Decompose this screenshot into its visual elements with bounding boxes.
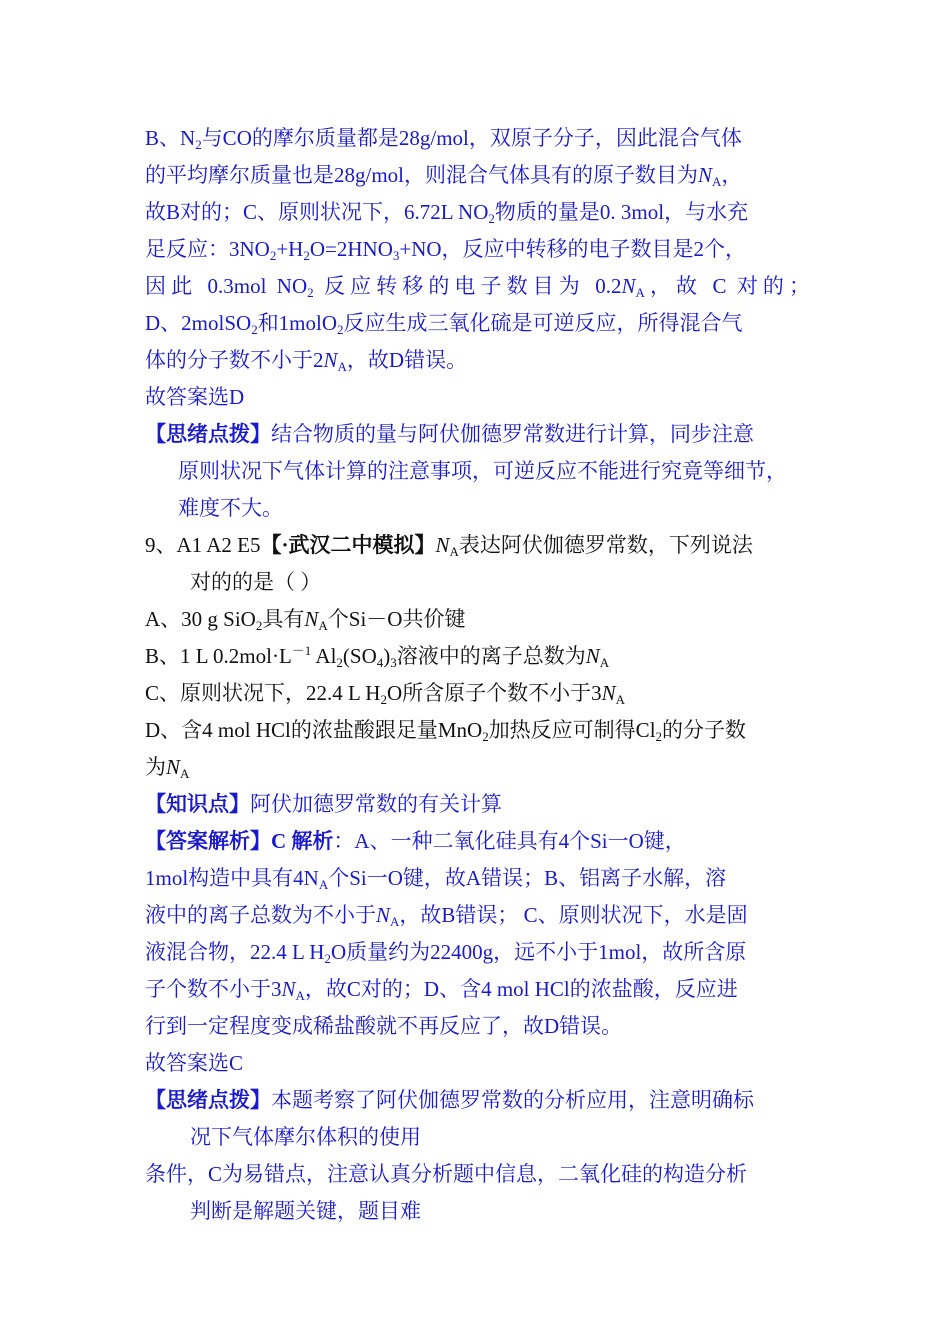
text-line: 的平均摩尔质量也是28g/mol，则混合气体具有的原子数目为$N_A$， (145, 163, 743, 189)
text-line: 判断是解题关键，题目难 (190, 1199, 421, 1223)
text-line: D、2molSO$_2$和1molO$_2$反应生成三氧化硫是可逆反应，所得混合气 (145, 311, 743, 337)
text-line: 液中的离子总数为不小于$N_A$，故B错误； C、原则状况下，水是固 (145, 903, 748, 929)
text-line: 【思绪点拨】本题考察了阿伏伽德罗常数的分析应用，注意明确标 (145, 1088, 754, 1112)
text-line: 故答案选C (145, 1051, 244, 1075)
text-line: C、原则状况下，22.4 L $H_2O$所含原子个数不小于$3N_A$ (145, 681, 626, 707)
text-line: 足反应：$3NO_2+H_2O=2HNO_3+NO$，反应中转移的电子数目是2个， (145, 237, 747, 263)
text-line: B、$N_2$与CO的摩尔质量都是28g/mol，双原子分子，因此混合气体 (145, 126, 742, 152)
text-line: 体的分子数不小于$2N_A$，故D错误。 (145, 348, 468, 374)
text-line: 故B对的；C、原则状况下，6.72L $NO_2$物质的量是0. 3mol，与水充 (145, 200, 749, 226)
text-line: 因此 0.3mol $NO_2$ 反应转移的电子数目为 $0.2N_A$，故 C 对的； (145, 274, 810, 300)
text-line: D、含4 mol HCl的浓盐酸跟足量MnO$_2$加热反应可制得$Cl_2$的分子数 (145, 718, 747, 744)
text-line: 行到一定程度变成稀盐酸就不再反应了，故D错误。 (145, 1014, 623, 1038)
text-line: 况下气体摩尔体积的使用 (190, 1125, 421, 1149)
text-line: 子个数不小于$3N_A$，故C对的；D、含4 mol HCl的浓盐酸，反应进 (145, 977, 738, 1003)
text-line: 为$N_A$ (145, 755, 190, 781)
text-line: 原则状况下气体计算的注意事项，可逆反应不能进行究竟等细节， (178, 459, 787, 483)
text-line: 液混合物，22.4 L $H_2O$质量约为22400g，远不小于1mol，故所含原 (145, 940, 747, 966)
text-line: A、30 g SiO$_2$具有$N_A$个Si－O共价键 (145, 607, 466, 633)
text-line: 【知识点】阿伏加德罗常数的有关计算 (145, 792, 502, 816)
text-line: 对的的是（ ） (190, 570, 322, 594)
text-line: 条件，C为易错点，注意认真分析题中信息，二氧化硅的构造分析 (145, 1162, 748, 1186)
text-line: 难度不大。 (178, 496, 283, 520)
text-line: 故答案选D (145, 385, 245, 409)
text-line: 【思绪点拨】结合物质的量与阿伏伽德罗常数进行计算，同步注意 (145, 422, 754, 446)
text-line: 9、A1 A2 E5【·武汉二中模拟】$N_A$表达阿伏伽德罗常数，下列说法 (145, 533, 753, 559)
text-line: 【答案解析】C 解析：A、一种二氧化硅具有4个Si一O键， (145, 829, 686, 853)
text-line: 1mol构造中具有$4N_A$个Si一O键，故A错误；B、铝离子水解，溶 (145, 866, 727, 892)
text-line: B、1 L $0.2mol\cdot L^{-1}$ $Al_2(SO_4)_3$溶液中的离子总数为$N_A$ (145, 643, 610, 670)
